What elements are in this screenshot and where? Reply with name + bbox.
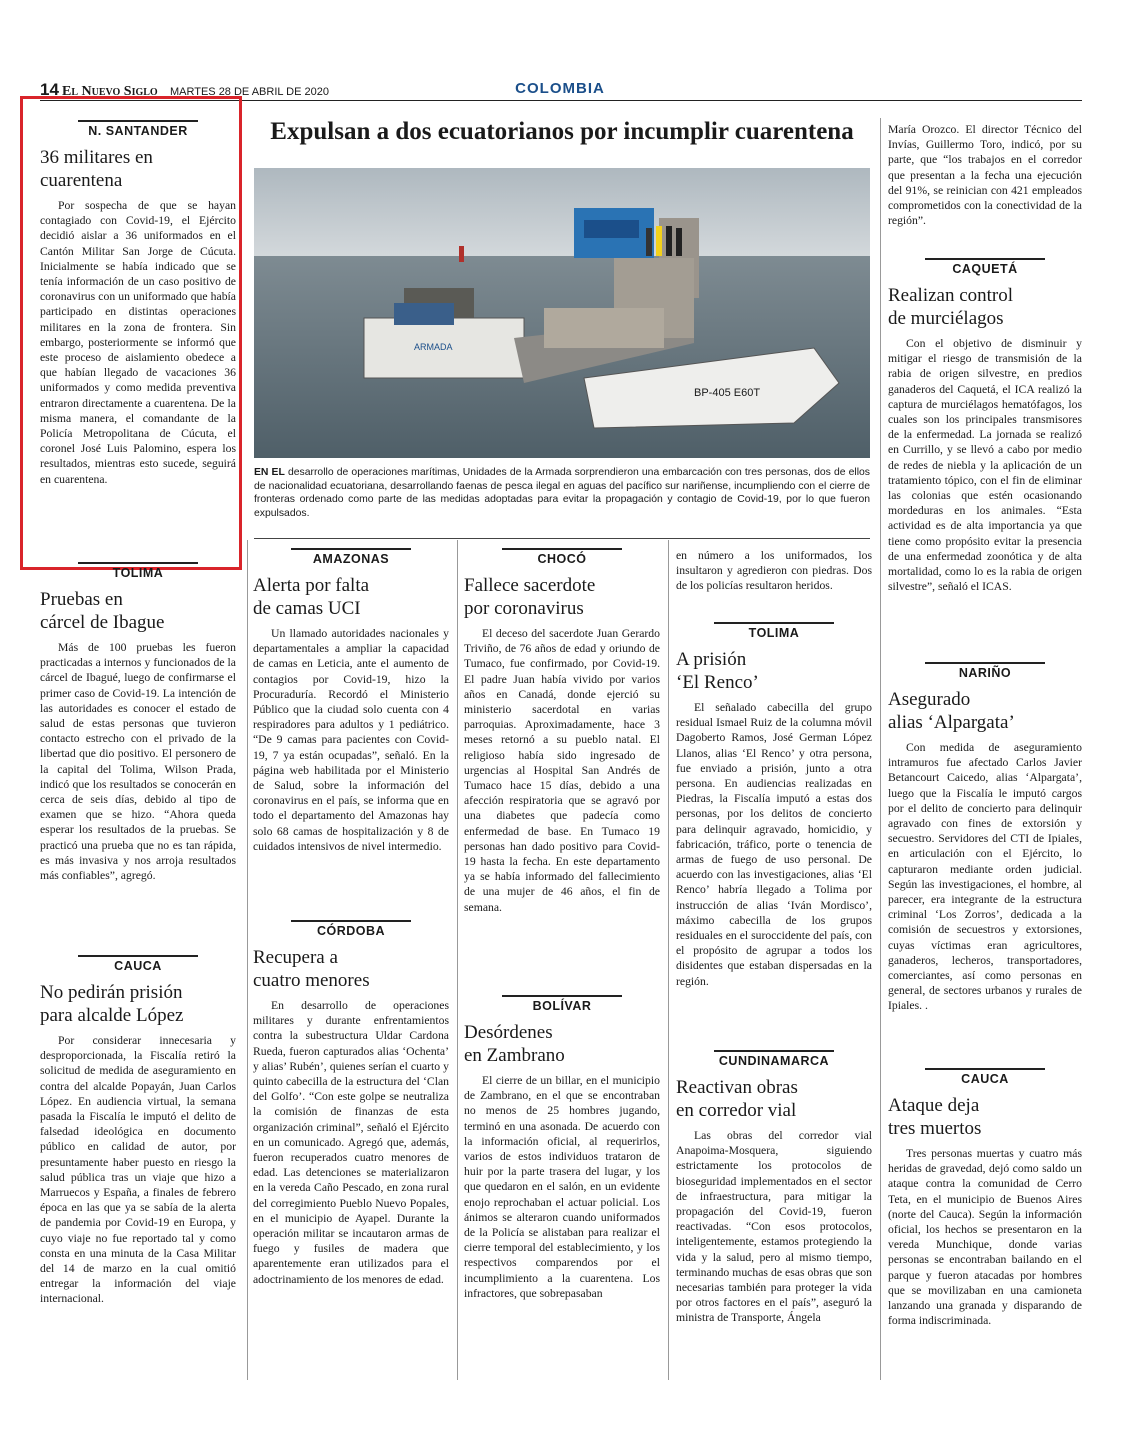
main-headline: Expulsan a dos ecuatorianos por incumplir cuarentena	[270, 118, 854, 145]
article-body: Con el objetivo de disminuir y mitigar el riesgo de transmisión de la rabia de origen silvestre, en predios ganaderos del Caquetá, el ICA realizó la captura de murciélagos hematófagos, los cuales son los principales transmisores de la enfermedad. La jornada se realizó en Currillo, y se llevó a cabo por medio de redes de niebla y la aplicación de un tratamiento tópico, con el fin de eliminar las colonias que estén ocasionando mordeduras en los animales. “Esta actividad es de alta importancia ya que tiene como propósito evitar la presencia de una enfermedad zoonótica y de alta mortalidad, como lo es la rabia de origen silvestre”, señaló el ICAS.	[888, 337, 1082, 594]
headline: Ataque deja tres muertos	[888, 1095, 982, 1139]
article-bolivar	[464, 995, 660, 1301]
article-body: En desarrollo de operaciones militares y durante enfrentamientos contra la subestructura Uldar Cardona Rueda, fueron capturados alias ‘Ochenta’ y alias’ Rubén’, quienes serían el cuarto y quinto cabecilla de la estructura del ‘Clan del Golfo’. “Con este golpe se neutraliza la comisión de finanzas de esta organización criminal”, señaló el Ejército en un comunicado. Agregó que, además, fueron recuperados cuatro menores de edad. Las detenciones se materializaron en la vereda Caño Pescado, en zona rural del corregimiento Pueblo Nuevo Popales, en el municipio de Ayapel. Durante la operación militar se incautaron armas de fuego y fusiles de madera que aparentemente eran utilizados para el adoctrinamiento de los menores de edad.	[253, 999, 449, 1286]
skiff-label: BP-405 E60T	[694, 387, 761, 399]
article-tolima-1	[40, 562, 236, 883]
highlight-box	[20, 96, 242, 570]
headline: Asegurado alias ‘Alpargata’	[888, 689, 1015, 733]
column-divider	[247, 540, 248, 1380]
headline: Desórdenes en Zambrano	[464, 1022, 565, 1066]
column-divider	[880, 118, 881, 1380]
article-body: en número a los uniformados, los insultaron y agredieron con piedras. Dos de los policías resultaron heridos.	[676, 549, 872, 593]
section-label: TOLIMA	[78, 562, 198, 580]
column-divider	[457, 540, 458, 1380]
section-label: CHOCÓ	[502, 548, 622, 566]
photo-caption: EN EL desarrollo de operaciones marítimas, Unidades de la Armada sorprendieron una embarcación con tres personas, dos de ellos de nacionalidad ecuatoriana, desarrollando faenas de pesca ilegal en aguas del pacífico sur nariñense, incumpliendo con el cierre de fronteras ordenado como parte de las medidas adoptadas para evitar la propagación y contagio de Covid-19, por lo que fueron expulsados.	[254, 467, 871, 519]
article-tolima-2	[676, 622, 872, 989]
article-body: Por sospecha de que se hayan contagiado con Covid-19, el Ejército decidió aislar a 36 uniformados en el Cantón Militar San Jorge de Cúcuta. Inicialmente se había indicado que se tenía información de un caso positivo de coronavirus con un uniformado que había participado en distintas operaciones militares en la zona de frontera. Sin embargo, posteriormente se informó que este proceso de aislamiento obedece a que habían llegado de vacaciones 36 uniformados y como medida preventiva entraron directamente a cuarentena. De la misma manera, el comandante de la Policía Metropolitana de Cúcuta, el coronel José Luis Palomino, espera los resultados, mientras esto sucede, seguirá en cuarentena.	[40, 199, 236, 486]
boat-photo-illustration	[254, 168, 870, 458]
section-label: NARIÑO	[925, 662, 1045, 680]
article-cundinamarca	[676, 1050, 872, 1326]
issue-date: MARTES 28 DE ABRIL DE 2020	[170, 86, 329, 98]
article-bolivar-continued	[676, 548, 872, 594]
article-choco	[464, 548, 660, 915]
article-body: El deceso del sacerdote Juan Gerardo Triviño, de 76 años de edad y oriundo de Tumaco, fue confirmado, por Covid-19. El padre Juan había vivido por varios años en Canadá, donde ejerció su ministerio sacerdotal en varias parroquias. Aproximadamente, hace 3 meses retornó a su pueblo natal. El religioso había sido ingresado de urgencias al Hospital San Andrés de Tumaco hace 15 días, debido a una afección respiratoria que se agravó por una diabetes que padecía como enfermedad de base. En Tumaco 19 personas han dado positivo para Covid-19 hasta la fecha. En este departamento ya se había informado del fallecimiento de una mujer de 46 años, el fin de semana.	[464, 627, 660, 914]
column-divider	[668, 540, 669, 1380]
article-body: El cierre de un billar, en el municipio de Zambrano, en el que se encontraban no menos de 25 hombres jugando, terminó en una asonada. De acuerdo con la información oficial, al requerirlos, varios de estos individuos trataron de huir por la parte trasera del lugar, y los que quedaron en el salón, en un evidente enojo reprochaban el actuar policial. Los ánimos se alteraron cuando uniformados de la Policía se alistaban para realizar el cierre temporal del establecimiento, y los respectivos comparendos por el incumplimiento a la cuarentena. Los infractores, que sobrepasaban	[464, 1074, 660, 1300]
headline: No pedirán prisión para alcalde López	[40, 982, 184, 1026]
headline: Pruebas en cárcel de Ibague	[40, 589, 165, 633]
section-label: N. SANTANDER	[78, 120, 198, 138]
article-amazonas	[253, 548, 449, 854]
patrol-boat-label: ARMADA	[414, 342, 453, 352]
section-label: CUNDINAMARCA	[714, 1050, 834, 1068]
main-photo	[254, 168, 870, 458]
headline: Fallece sacerdote por coronavirus	[464, 575, 596, 619]
article-caqueta	[888, 258, 1082, 594]
caption-rule	[254, 538, 870, 539]
article-body: Más de 100 pruebas les fueron practicadas a internos y funcionados de la cárcel de Ibagué, luego de confirmarse el primer caso de Covid-19. La intención de las autoridades es conocer el estado de salud de estas personas que tuvieron contacto estrecho con el privado de la libertad que dio positivo. El personero de la capital del Tolima, Wilson Prada, indicó que los resultados se conocerán en cerca de seis días, debido al tipo de examen que se hizo. “Ahora queda esperar los resultados de la pruebas. Se practicó una prueba que no es tan rápida, es más invasiva y nos arroja resultados más confiables”, agregó.	[40, 641, 236, 883]
section-title: COLOMBIA	[515, 80, 605, 97]
headline: Reactivan obras en corredor vial	[676, 1077, 798, 1121]
article-body: El señalado cabecilla del grupo residual Ismael Ruiz de la columna móvil Dagoberto Ramos, José German López Llanos, alias ‘El Renco’ y otra persona, fue enviado a prisión, junto a otra persona. En audiencias realizadas en Piedras, la Fiscalía imputó a estas dos personas, por los delitos de concierto para delinquir agravado, homicidio, y fabricación, tráfico, porte o tenencia de armas de fuego de uso personal. De acuerdo con las investigaciones, alias ‘El Renco’ habría llegado a Tolima por instrucción de alias ‘Iván Mordisco’, máximo cabecilla de los grupos residuales en el suroccidente del país, con el propósito de agrupar a todos los disidentes que estaban dispersadas en la región.	[676, 701, 872, 988]
article-body: María Orozco. El director Técnico del Invías, Guillermo Toro, indicó, por su parte, que “los trabajos en el corredor que presentan a la fecha una ejecución del 91%, se reinician con 421 empleados comprometidos con la conectividad de la región”.	[888, 123, 1082, 228]
newspaper-name: El Nuevo Siglo	[62, 84, 158, 99]
article-body: Por considerar innecesaria y desproporcionada, la Fiscalía retiró la solicitud de medida de aseguramiento en contra del alcalde Popayán, Juan Carlos López. En audiencia virtual, la semana pasada la Fiscalía le imputó el delito de falsedad ideológica en documento público en calidad de autor, por presuntamente haber puesto en riesgo la salud pública tras un viaje que hizo a Marruecos y España, a finales de febrero época en las que ya se sabía de la alerta de pandemia por Covid-19 en Europa, y cuyo viaje no fue reportado tal y como consta en una minuta de la Casa Militar del 14 de marzo en la cual omitió entregar la información del viaje internacional.	[40, 1034, 236, 1306]
section-label: CAUCA	[925, 1068, 1045, 1086]
headline: Alerta por falta de camas UCI	[253, 575, 370, 619]
headline: 36 militares en cuarentena	[40, 147, 153, 191]
article-body: Tres personas muertas y cuatro más heridas de gravedad, dejó como saldo un ataque contra la comunidad de Cerro Teta, en el municipio de Buenos Aires (norte del Cauca). Según la información oficial, los hechos se presentaron en la vereda Munchique, donde varias personas se encontraban bailando en el parque y fueron atacadas por hombres que se movilizaban en una camioneta lanzando una granada y disparando de forma indiscriminada.	[888, 1147, 1082, 1328]
page-number: 14	[40, 80, 59, 99]
article-cauca-1	[40, 955, 236, 1307]
section-label: TOLIMA	[714, 622, 834, 640]
section-label: CAQUETÁ	[925, 258, 1045, 276]
article-cordoba	[253, 920, 449, 1287]
section-label: AMAZONAS	[291, 548, 411, 566]
section-label: CAUCA	[78, 955, 198, 973]
headline: Realizan control de murciélagos	[888, 285, 1014, 329]
article-body: Las obras del corredor vial Anapoima-Mosquera, siguiendo estrictamente los protocolos de bioseguridad implementados en el sector de infraestructura, para mitigar la propagación del Covid-19, fueron reactivadas. “Con esos protocolos, inteligentemente, estamos protegiendo la vida y la salud, pero al mismo tiempo, terminando muchas de esas obras que son necesarias también para proteger la vida por otros factores en el país”, aseguró la ministra de Transporte, Ángela	[676, 1129, 872, 1325]
article-body: Un llamado autoridades nacionales y departamentales a ampliar la capacidad de camas en Leticia, ante el aumento de contagios por Covid-19, hizo la Procuraduría. Recordó el Ministerio Público que la ciudad solo cuenta con 4 respiradores para adultos y 1 pediátrico. “De 9 camas para pacientes con Covid-19, 7 ya están ocupadas”, señaló. En la página web habilitada por el Ministerio de Salud, sobre la información del coronavirus en el país, se informa que en todo el departamento del Amazonas hay solo 68 camas de hospitalización y 8 de cuidados intensivos de nivel intermedio.	[253, 627, 449, 853]
article-body: Con medida de aseguramiento intramuros fue afectado Carlos Javier Betancourt Caicedo, alias ‘Alpargata’, luego que la Fiscalía le imputó cargos por el delito de concierto para delinquir agravado con fines de extorsión y secuestro. Servidores del CTI de Ipiales, en articulación con el Ejército, lo capturaron mediante orden judicial. Según las investigaciones, el hombre, al parecer, era integrante de la estructura criminal ‘Los Zorros’, dedicada a la comisión de secuestros y extorsiones, cuyas víctimas eran agricultores, ganaderos, lecheros, transportadores, comerciantes, así como personas en general, de sectores urbanos y rurales de Ipiales. .	[888, 741, 1082, 1013]
article-cauca-2	[888, 1068, 1082, 1328]
section-label: CÓRDOBA	[291, 920, 411, 938]
headline: Recupera a cuatro menores	[253, 947, 370, 991]
headline: A prisión ‘El Renco’	[676, 649, 759, 693]
section-label: BOLÍVAR	[502, 995, 622, 1013]
article-narino	[888, 662, 1082, 1014]
article-cundinamarca-continued	[888, 122, 1082, 228]
